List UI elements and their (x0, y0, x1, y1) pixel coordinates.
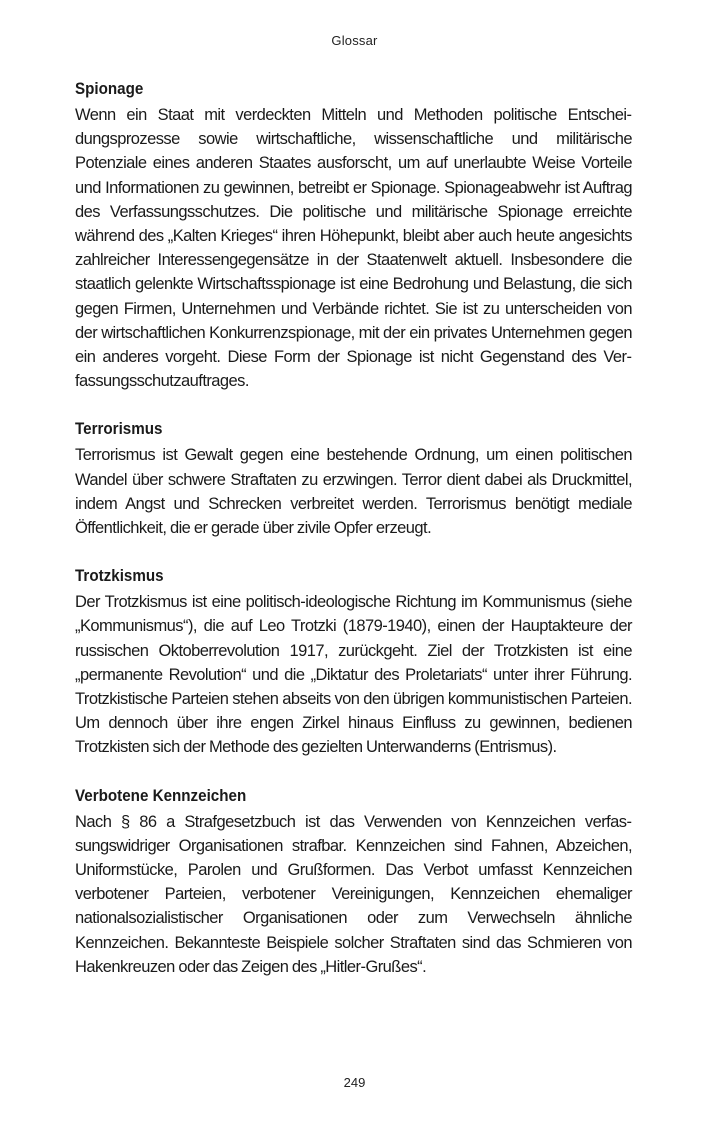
entry-term: Trotzkismus (75, 567, 164, 586)
entry-term: Terrorismus (75, 420, 163, 439)
entry-definition: Terrorismus ist Gewalt gegen eine bestehende Ordnung, um einen politischen Wandel über schwere Straftaten zu erzwingen. Terror dient dabei als Druckmittel, indem Angst und Schrecken verbreitet werden. Terrorismus benötigt mediale Öffentlichkeit, die er gerade über zivile Opfer erzeugt. (75, 446, 632, 538)
entry-definition: Nach § 86 a Strafgesetzbuch ist das Verwenden von Kennzeichen verfassungswidriger Organisationen strafbar. Kennzeichen sind Fahnen, Abzeichen, Uniformstücke, Parolen und Grußformen. Das Verbot umfasst Kennzeichen verbotener Parteien, verbotener Vereinigungen, Kennzeichen ehemaliger nationalsozialistischer Organisationen oder zum Verwechseln ähnliche Kennzeichen. Bekannteste Beispiele solcher Straftaten sind das Schmieren von Hakenkreuzen oder das Zeigen des „Hitler-Grußes“. (75, 812, 632, 976)
glossary-content (75, 77, 632, 1003)
entry-term: Spionage (75, 80, 144, 98)
glossary-entry-terrorismus (75, 417, 632, 540)
entry-definition: Der Trotzkismus ist eine politisch-ideologische Richtung im Kommunismus (siehe „Kommunismus“), die auf Leo Trotzki (1879-1940), einen der Hauptakteure der russischen Oktoberrevolution 1917, zurückgeht. Ziel der Trotzkisten ist eine „permanente Revolution“ und die „Diktatur des Proletariats“ unter ihrer Führung. Trotzkistische Parteien stehen abseits von den übrigen kommunistischen Parteien. Um dennoch über ihre engen Zirkel hinaus Einfluss zu gewinnen, bedienen Trotzkisten sich der Methode des gezielten Unterwanderns (Entrismus). (75, 593, 632, 757)
page-number: 249 (343, 1075, 366, 1090)
running-head: Glossar (331, 33, 378, 48)
entry-term: Verbotene Kennzeichen (75, 786, 247, 805)
glossary-entry-spionage (75, 77, 632, 393)
entry-definition: Wenn ein Staat mit verdeckten Mitteln und Methoden politische Entscheidungsprozesse sowie wirtschaftliche, wissenschaftliche und militärische Potenziale eines anderen Staates ausforscht, um auf unerlaubte Weise Vorteile und Informationen zu gewinnen, betreibt er Spionage. Spionageabwehr ist Auftrag des Verfassungsschutzes. Die politische und militärische Spionage erreichte während des „Kalten Krieges“ ihren Höhepunkt, bleibt aber auch heute angesichts zahlreicher Interessengegensätze in der Staatenwelt aktuell. Insbesondere die staatlich gelenkte Wirtschaftsspionage ist eine Bedrohung und Belastung, die sich gegen Firmen, Unternehmen und Verbände richtet. Sie ist zu unterscheiden von der wirtschaftlichen Konkurrenzspionage, mit der ein privates Unternehmen gegen ein anderes vorgeht. Diese Form der Spionage ist nicht Gegenstand des Verfassungsschutzauftrages. (75, 106, 632, 391)
glossary-entry-trotzkismus (75, 564, 632, 759)
glossary-entry-verbotene-kennzeichen (75, 784, 632, 979)
